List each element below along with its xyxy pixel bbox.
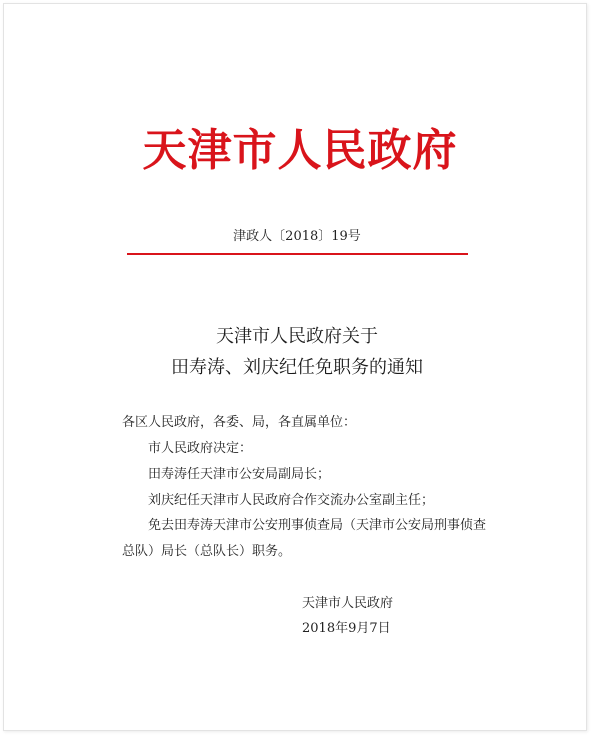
body-paragraph: 田寿涛任天津市公安局副局长； [148, 467, 331, 482]
notice-title-line-2: 田寿涛、刘庆纪任免职务的通知 [171, 357, 423, 378]
red-header-title: 天津市人民政府 [142, 125, 458, 176]
notice-title-line-1: 天津市人民政府关于 [216, 326, 378, 347]
signature-issuer: 天津市人民政府 [302, 596, 394, 611]
body-paragraph: 免去田寿涛天津市公安刑事侦查局（天津市公安局刑事侦查 [148, 518, 487, 533]
body-paragraph: 刘庆纪任天津市人民政府合作交流办公室副主任； [148, 493, 435, 508]
salutation: 各区人民政府，各委、局，各直属单位： [122, 415, 357, 430]
body-paragraph: 市人民政府决定： [148, 441, 253, 456]
document-number: 津政人〔2018〕19号 [233, 229, 361, 244]
red-divider-line [127, 253, 468, 255]
body-paragraph-continuation: 总队）局长（总队长）职务。 [122, 544, 292, 559]
signature-date: 2018年9月7日 [302, 621, 391, 636]
